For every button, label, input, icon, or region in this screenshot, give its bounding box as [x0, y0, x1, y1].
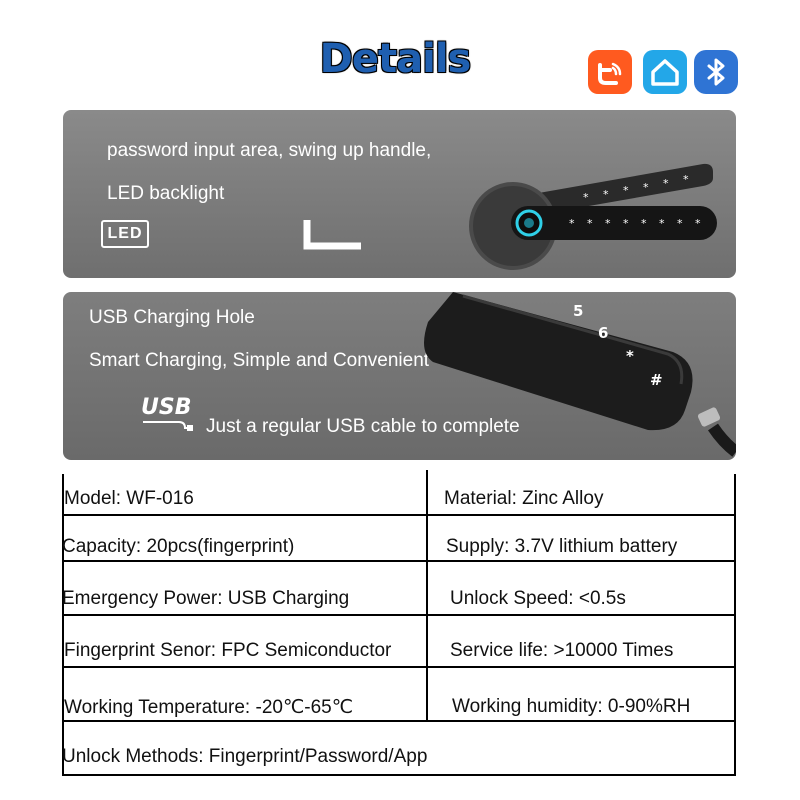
lock-handle-image: [463, 154, 733, 274]
smart-home-icon: [643, 50, 687, 94]
spec-service-life: Service life: >10000 Times: [450, 640, 674, 661]
svg-text:*: *: [677, 217, 683, 230]
svg-text:*: *: [605, 217, 611, 230]
svg-text:*: *: [623, 184, 629, 197]
svg-text:*: *: [583, 191, 589, 204]
led-feature-line-1: password input area, swing up handle,: [107, 140, 432, 161]
svg-text:*: *: [623, 217, 629, 230]
keypad-key-5: 5: [573, 302, 584, 320]
svg-text:*: *: [695, 217, 701, 230]
svg-text:*: *: [659, 217, 665, 230]
usb-logo-icon: [139, 390, 197, 434]
usb-feature-line-1: USB Charging Hole: [89, 307, 255, 328]
bluetooth-icon: [694, 50, 738, 94]
svg-text:*: *: [569, 217, 575, 230]
led-badge-icon: LED: [101, 220, 149, 248]
page-title: Details: [319, 36, 471, 82]
usb-feature-line-3: Just a regular USB cable to complete: [206, 416, 520, 437]
spec-table: [60, 470, 740, 776]
keypad-key-hash: #: [650, 371, 663, 389]
spec-emergency-power: Emergency Power: USB Charging: [62, 588, 350, 609]
svg-text:*: *: [663, 177, 669, 190]
svg-text:*: *: [643, 181, 649, 194]
spec-model: Model: WF-016: [64, 488, 194, 509]
keypad-key-star: *: [626, 347, 634, 365]
spec-material: Material: Zinc Alloy: [444, 488, 604, 509]
corner-bracket-icon: [303, 218, 365, 250]
spec-working-temperature: Working Temperature: -20℃-65℃: [64, 697, 354, 718]
spec-unlock-methods: Unlock Methods: Fingerprint/Password/App: [62, 746, 428, 767]
spec-unlock-speed: Unlock Speed: <0.5s: [450, 588, 626, 609]
spec-supply: Supply: 3.7V lithium battery: [446, 536, 678, 557]
svg-text:*: *: [683, 173, 689, 186]
led-feature-line-2: LED backlight: [107, 183, 225, 204]
usb-feature-line-2: Smart Charging, Simple and Convenient: [89, 350, 430, 371]
tuya-icon: [588, 50, 632, 94]
led-feature-panel: [63, 110, 736, 278]
svg-text:*: *: [641, 217, 647, 230]
usb-feature-panel: [63, 292, 736, 460]
svg-text:*: *: [587, 217, 593, 230]
spec-working-humidity: Working humidity: 0-90%RH: [452, 696, 691, 717]
svg-text:*: *: [603, 188, 609, 201]
usb-logo-text: USB: [141, 395, 192, 420]
spec-fingerprint-sensor: Fingerprint Senor: FPC Semiconductor: [64, 640, 392, 661]
lock-handle-usb-image: [423, 292, 736, 460]
spec-capacity: Capacity: 20pcs(fingerprint): [62, 536, 295, 557]
keypad-key-6: 6: [598, 324, 609, 342]
